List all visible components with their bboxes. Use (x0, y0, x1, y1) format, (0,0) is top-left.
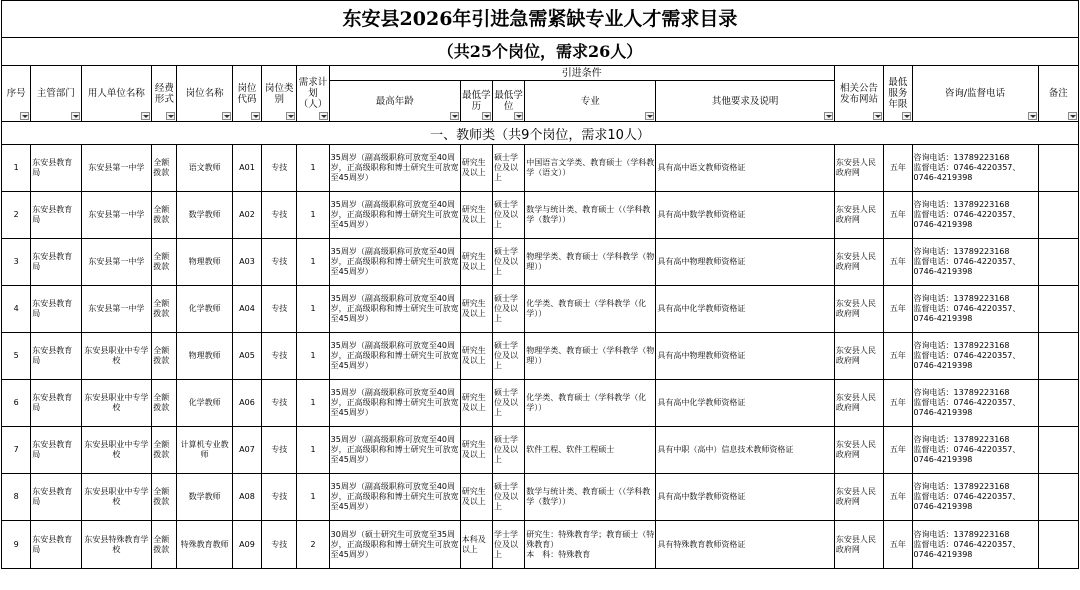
cell-publish: 东安县人民政府网 (834, 333, 883, 380)
cell-age: 35周岁（副高级职称可放宽至40周岁，正高级职称和博士研究生可放宽至45周岁） (329, 239, 460, 286)
cell-remark (1038, 380, 1078, 427)
cell-contact (912, 333, 1038, 380)
cell-degree: 硕士学位及以上 (493, 474, 525, 521)
cell-term: 五年 (884, 286, 912, 333)
cell-degree: 硕士学位及以上 (493, 192, 525, 239)
cell-age: 35周岁（副高级职称可放宽至40周岁，正高级职称和博士研究生可放宽至45周岁） (329, 427, 460, 474)
cell-age: 30周岁（硕士研究生可放宽至35周岁，正高级职称和博士研究生可放宽至45周岁） (329, 521, 460, 569)
col-header-publish: 相关公告发布网站 (834, 66, 883, 122)
cell-planned: 2 (297, 521, 329, 569)
cell-other: 具有高中数学教师资格证 (656, 474, 835, 521)
cell-contact (912, 380, 1038, 427)
cell-contact (912, 474, 1038, 521)
cell-term: 五年 (884, 521, 912, 569)
cell-code: A07 (232, 427, 261, 474)
page-subtitle: （共25个岗位，需求26人） (1, 37, 1079, 65)
cell-other: 具有高中物理教师资格证 (656, 239, 835, 286)
col-header-employer: 用人单位名称 (81, 66, 152, 122)
cell-funding: 全额拨款 (152, 474, 177, 521)
cell-term: 五年 (884, 145, 912, 192)
cell-supervise-phone: 监督电话：0746-4220357、0746-4219398 (913, 257, 1021, 276)
cell-seq: 1 (2, 145, 31, 192)
cell-edu: 研究生及以上 (460, 380, 492, 427)
cell-remark (1038, 192, 1078, 239)
cell-dept: 东安县教育局 (31, 474, 81, 521)
cell-employer: 东安县第一中学 (81, 145, 152, 192)
filter-dropdown-icon[interactable] (319, 112, 328, 120)
cell-consult-phone: 咨询电话：13789223168 (913, 341, 1010, 350)
cell-edu: 研究生及以上 (460, 286, 492, 333)
cell-funding: 全额拨款 (152, 145, 177, 192)
cell-remark (1038, 427, 1078, 474)
cell-supervise-phone: 监督电话：0746-4220357、0746-4219398 (913, 210, 1021, 229)
cell-category: 专技 (262, 145, 297, 192)
cell-other: 具有高中数学教师资格证 (656, 192, 835, 239)
filter-dropdown-icon[interactable] (1068, 112, 1077, 120)
cell-publish: 东安县人民政府网 (834, 145, 883, 192)
cell-consult-phone: 咨询电话：13789223168 (913, 435, 1010, 444)
cell-seq: 5 (2, 333, 31, 380)
cell-degree: 硕士学位及以上 (493, 145, 525, 192)
table-row (2, 192, 1079, 239)
cell-planned: 1 (297, 333, 329, 380)
cell-seq: 7 (2, 427, 31, 474)
cell-position: 数学教师 (177, 474, 232, 521)
cell-term: 五年 (884, 333, 912, 380)
cell-position: 计算机专业教师 (177, 427, 232, 474)
page-title: 东安县2026年引进急需紧缺专业人才需求目录 (1, 0, 1079, 37)
cell-funding: 全额拨款 (152, 521, 177, 569)
cell-consult-phone: 咨询电话：13789223168 (913, 200, 1010, 209)
cell-planned: 1 (297, 474, 329, 521)
cell-supervise-phone: 监督电话：0746-4220357、0746-4219398 (913, 163, 1021, 182)
cell-age: 35周岁（副高级职称可放宽至40周岁，正高级职称和博士研究生可放宽至45周岁） (329, 286, 460, 333)
cell-supervise-phone: 监督电话：0746-4220357、0746-4219398 (913, 398, 1021, 417)
cell-code: A09 (232, 521, 261, 569)
cell-consult-phone: 咨询电话：13789223168 (913, 294, 1010, 303)
filter-dropdown-icon[interactable] (824, 112, 833, 120)
section-heading: 一、教师类（共9个岗位，需求10人） (2, 122, 1079, 145)
cell-category: 专技 (262, 333, 297, 380)
cell-major: 物理学类、教育硕士（学科教学（物理）） (525, 239, 656, 286)
table-row (2, 333, 1079, 380)
filter-dropdown-icon[interactable] (482, 112, 491, 120)
col-header-category: 岗位类别 (262, 66, 297, 122)
cell-seq: 3 (2, 239, 31, 286)
filter-dropdown-icon[interactable] (286, 112, 295, 120)
filter-dropdown-icon[interactable] (166, 112, 175, 120)
cell-publish: 东安县人民政府网 (834, 286, 883, 333)
cell-major: 研究生：特殊教育学；教育硕士（特殊教育） 本 科：特殊教育 (525, 521, 656, 569)
cell-position: 语文教师 (177, 145, 232, 192)
table-row (2, 286, 1079, 333)
cell-dept: 东安县教育局 (31, 286, 81, 333)
cell-edu: 研究生及以上 (460, 427, 492, 474)
cell-category: 专技 (262, 239, 297, 286)
document-sheet (1, 0, 1079, 569)
cell-code: A03 (232, 239, 261, 286)
cell-major: 化学类、教育硕士（学科教学（化学）） (525, 286, 656, 333)
cell-employer: 东安县职业中专学校 (81, 380, 152, 427)
cell-code: A06 (232, 380, 261, 427)
cell-remark (1038, 286, 1078, 333)
table-row (2, 474, 1079, 521)
col-header-funding: 经费形式 (152, 66, 177, 122)
cell-major: 数学与统计类、教育硕士（（学科教学（数学）） (525, 192, 656, 239)
filter-dropdown-icon[interactable] (1028, 112, 1037, 120)
col-header-position: 岗位名称 (177, 66, 232, 122)
col-header-remark: 备注 (1038, 66, 1078, 122)
cell-planned: 1 (297, 380, 329, 427)
col-header-min-degree: 最低学位 (493, 81, 525, 122)
cell-remark (1038, 239, 1078, 286)
cell-supervise-phone: 监督电话：0746-4220357、0746-4219398 (913, 492, 1021, 511)
cell-seq: 2 (2, 192, 31, 239)
cell-publish: 东安县人民政府网 (834, 239, 883, 286)
filter-dropdown-icon[interactable] (141, 112, 150, 120)
cell-other: 具有高中物理教师资格证 (656, 333, 835, 380)
cell-planned: 1 (297, 427, 329, 474)
cell-other: 具有中职（高中）信息技术教师资格证 (656, 427, 835, 474)
cell-category: 专技 (262, 380, 297, 427)
cell-contact (912, 145, 1038, 192)
cell-planned: 1 (297, 286, 329, 333)
cell-position: 特殊教育教师 (177, 521, 232, 569)
cell-term: 五年 (884, 427, 912, 474)
cell-other: 具有高中语文教师资格证 (656, 145, 835, 192)
cell-planned: 1 (297, 239, 329, 286)
filter-dropdown-icon[interactable] (71, 112, 80, 120)
cell-position: 物理教师 (177, 333, 232, 380)
cell-employer: 东安县第一中学 (81, 239, 152, 286)
cell-dept: 东安县教育局 (31, 333, 81, 380)
cell-seq: 4 (2, 286, 31, 333)
cell-employer: 东安县特殊教育学校 (81, 521, 152, 569)
cell-major: 中国语言文学类、教育硕士（学科教学（语文）） (525, 145, 656, 192)
cell-position: 化学教师 (177, 380, 232, 427)
cell-seq: 6 (2, 380, 31, 427)
cell-dept: 东安县教育局 (31, 380, 81, 427)
cell-employer: 东安县职业中专学校 (81, 427, 152, 474)
cell-remark (1038, 521, 1078, 569)
cell-dept: 东安县教育局 (31, 239, 81, 286)
cell-major: 数学与统计类、教育硕士（（学科教学（数学）） (525, 474, 656, 521)
cell-category: 专技 (262, 192, 297, 239)
cell-position: 数学教师 (177, 192, 232, 239)
cell-code: A01 (232, 145, 261, 192)
cell-other: 具有高中化学教师资格证 (656, 286, 835, 333)
table-row (2, 521, 1079, 569)
cell-funding: 全额拨款 (152, 192, 177, 239)
col-header-major: 专业 (525, 81, 656, 122)
cell-seq: 9 (2, 521, 31, 569)
cell-publish: 东安县人民政府网 (834, 192, 883, 239)
cell-employer: 东安县第一中学 (81, 192, 152, 239)
cell-term: 五年 (884, 239, 912, 286)
cell-consult-phone: 咨询电话：13789223168 (913, 153, 1010, 162)
table-row (2, 380, 1079, 427)
cell-contact (912, 286, 1038, 333)
cell-contact (912, 427, 1038, 474)
cell-code: A08 (232, 474, 261, 521)
cell-remark (1038, 474, 1078, 521)
requirements-table (1, 65, 1079, 569)
col-header-contact: 咨询/监督电话 (912, 66, 1038, 122)
cell-degree: 硕士学位及以上 (493, 333, 525, 380)
cell-supervise-phone: 监督电话：0746-4220357、0746-4219398 (913, 445, 1021, 464)
cell-degree: 硕士学位及以上 (493, 380, 525, 427)
cell-edu: 研究生及以上 (460, 239, 492, 286)
cell-degree: 硕士学位及以上 (493, 427, 525, 474)
cell-contact (912, 521, 1038, 569)
cell-category: 专技 (262, 286, 297, 333)
cell-planned: 1 (297, 145, 329, 192)
cell-funding: 全额拨款 (152, 286, 177, 333)
filter-dropdown-icon[interactable] (645, 112, 654, 120)
cell-other: 具有高中化学教师资格证 (656, 380, 835, 427)
col-header-planned: 需求计划（人） (297, 66, 329, 122)
cell-degree: 硕士学位及以上 (493, 286, 525, 333)
cell-age: 35周岁（副高级职称可放宽至40周岁，正高级职称和博士研究生可放宽至45周岁） (329, 333, 460, 380)
cell-position: 物理教师 (177, 239, 232, 286)
col-header-min-edu: 最低学历 (460, 81, 492, 122)
cell-funding: 全额拨款 (152, 333, 177, 380)
filter-dropdown-icon[interactable] (450, 112, 459, 120)
col-header-max-age: 最高年龄 (329, 81, 460, 122)
cell-term: 五年 (884, 474, 912, 521)
cell-publish: 东安县人民政府网 (834, 474, 883, 521)
cell-supervise-phone: 监督电话：0746-4220357、0746-4219398 (913, 304, 1021, 323)
cell-supervise-phone: 监督电话：0746-4220357、0746-4219398 (913, 351, 1021, 370)
cell-funding: 全额拨款 (152, 427, 177, 474)
filter-dropdown-icon[interactable] (222, 112, 231, 120)
cell-code: A02 (232, 192, 261, 239)
cell-dept: 东安县教育局 (31, 521, 81, 569)
cell-age: 35周岁（副高级职称可放宽至40周岁，正高级职称和博士研究生可放宽至45周岁） (329, 380, 460, 427)
cell-consult-phone: 咨询电话：13789223168 (913, 247, 1010, 256)
col-header-other: 其他要求及说明 (656, 81, 835, 122)
cell-employer: 东安县职业中专学校 (81, 333, 152, 380)
col-header-dept: 主管部门 (31, 66, 81, 122)
cell-degree: 硕士学位及以上 (493, 239, 525, 286)
cell-edu: 本科及以上 (460, 521, 492, 569)
cell-remark (1038, 333, 1078, 380)
filter-dropdown-icon[interactable] (251, 112, 260, 120)
cell-code: A05 (232, 333, 261, 380)
cell-seq: 8 (2, 474, 31, 521)
cell-planned: 1 (297, 192, 329, 239)
cell-funding: 全额拨款 (152, 239, 177, 286)
table-body (2, 145, 1079, 569)
cell-consult-phone: 咨询电话：13789223168 (913, 388, 1010, 397)
cell-edu: 研究生及以上 (460, 192, 492, 239)
col-header-code: 岗位代码 (232, 66, 261, 122)
cell-employer: 东安县第一中学 (81, 286, 152, 333)
cell-category: 专技 (262, 474, 297, 521)
cell-publish: 东安县人民政府网 (834, 380, 883, 427)
cell-contact (912, 192, 1038, 239)
col-header-seq: 序号 (2, 66, 31, 122)
col-header-term: 最低服务年限 (884, 66, 912, 122)
cell-consult-phone: 咨询电话：13789223168 (913, 529, 1010, 539)
cell-supervise-phone: 监督电话：0746-4220357、0746-4219398 (913, 539, 1021, 559)
cell-edu: 研究生及以上 (460, 333, 492, 380)
col-header-conditions: 引进条件 (329, 66, 834, 81)
cell-dept: 东安县教育局 (31, 192, 81, 239)
cell-employer: 东安县职业中专学校 (81, 474, 152, 521)
filter-dropdown-icon[interactable] (20, 112, 29, 120)
cell-publish: 东安县人民政府网 (834, 427, 883, 474)
cell-degree: 学士学位及以上 (493, 521, 525, 569)
cell-position: 化学教师 (177, 286, 232, 333)
cell-age: 35周岁（副高级职称可放宽至40周岁，正高级职称和博士研究生可放宽至45周岁） (329, 474, 460, 521)
cell-term: 五年 (884, 192, 912, 239)
table-row (2, 239, 1079, 286)
cell-consult-phone: 咨询电话：13789223168 (913, 482, 1010, 491)
cell-publish: 东安县人民政府网 (834, 521, 883, 569)
cell-contact (912, 239, 1038, 286)
cell-edu: 研究生及以上 (460, 145, 492, 192)
cell-dept: 东安县教育局 (31, 427, 81, 474)
cell-age: 35周岁（副高级职称可放宽至40周岁，正高级职称和博士研究生可放宽至45周岁） (329, 145, 460, 192)
filter-dropdown-icon[interactable] (514, 112, 523, 120)
table-row (2, 427, 1079, 474)
cell-remark (1038, 145, 1078, 192)
filter-dropdown-icon[interactable] (902, 112, 911, 120)
cell-dept: 东安县教育局 (31, 145, 81, 192)
cell-funding: 全额拨款 (152, 380, 177, 427)
table-row (2, 145, 1079, 192)
cell-code: A04 (232, 286, 261, 333)
cell-edu: 研究生及以上 (460, 474, 492, 521)
cell-major: 化学类、教育硕士（学科教学（化学）） (525, 380, 656, 427)
cell-term: 五年 (884, 380, 912, 427)
filter-dropdown-icon[interactable] (873, 112, 882, 120)
cell-major: 软件工程、软件工程硕士 (525, 427, 656, 474)
cell-category: 专技 (262, 427, 297, 474)
cell-other: 具有特殊教育教师资格证 (656, 521, 835, 569)
cell-age: 35周岁（副高级职称可放宽至40周岁，正高级职称和博士研究生可放宽至45周岁） (329, 192, 460, 239)
cell-major: 物理学类、教育硕士（学科教学（物理）） (525, 333, 656, 380)
cell-category: 专技 (262, 521, 297, 569)
